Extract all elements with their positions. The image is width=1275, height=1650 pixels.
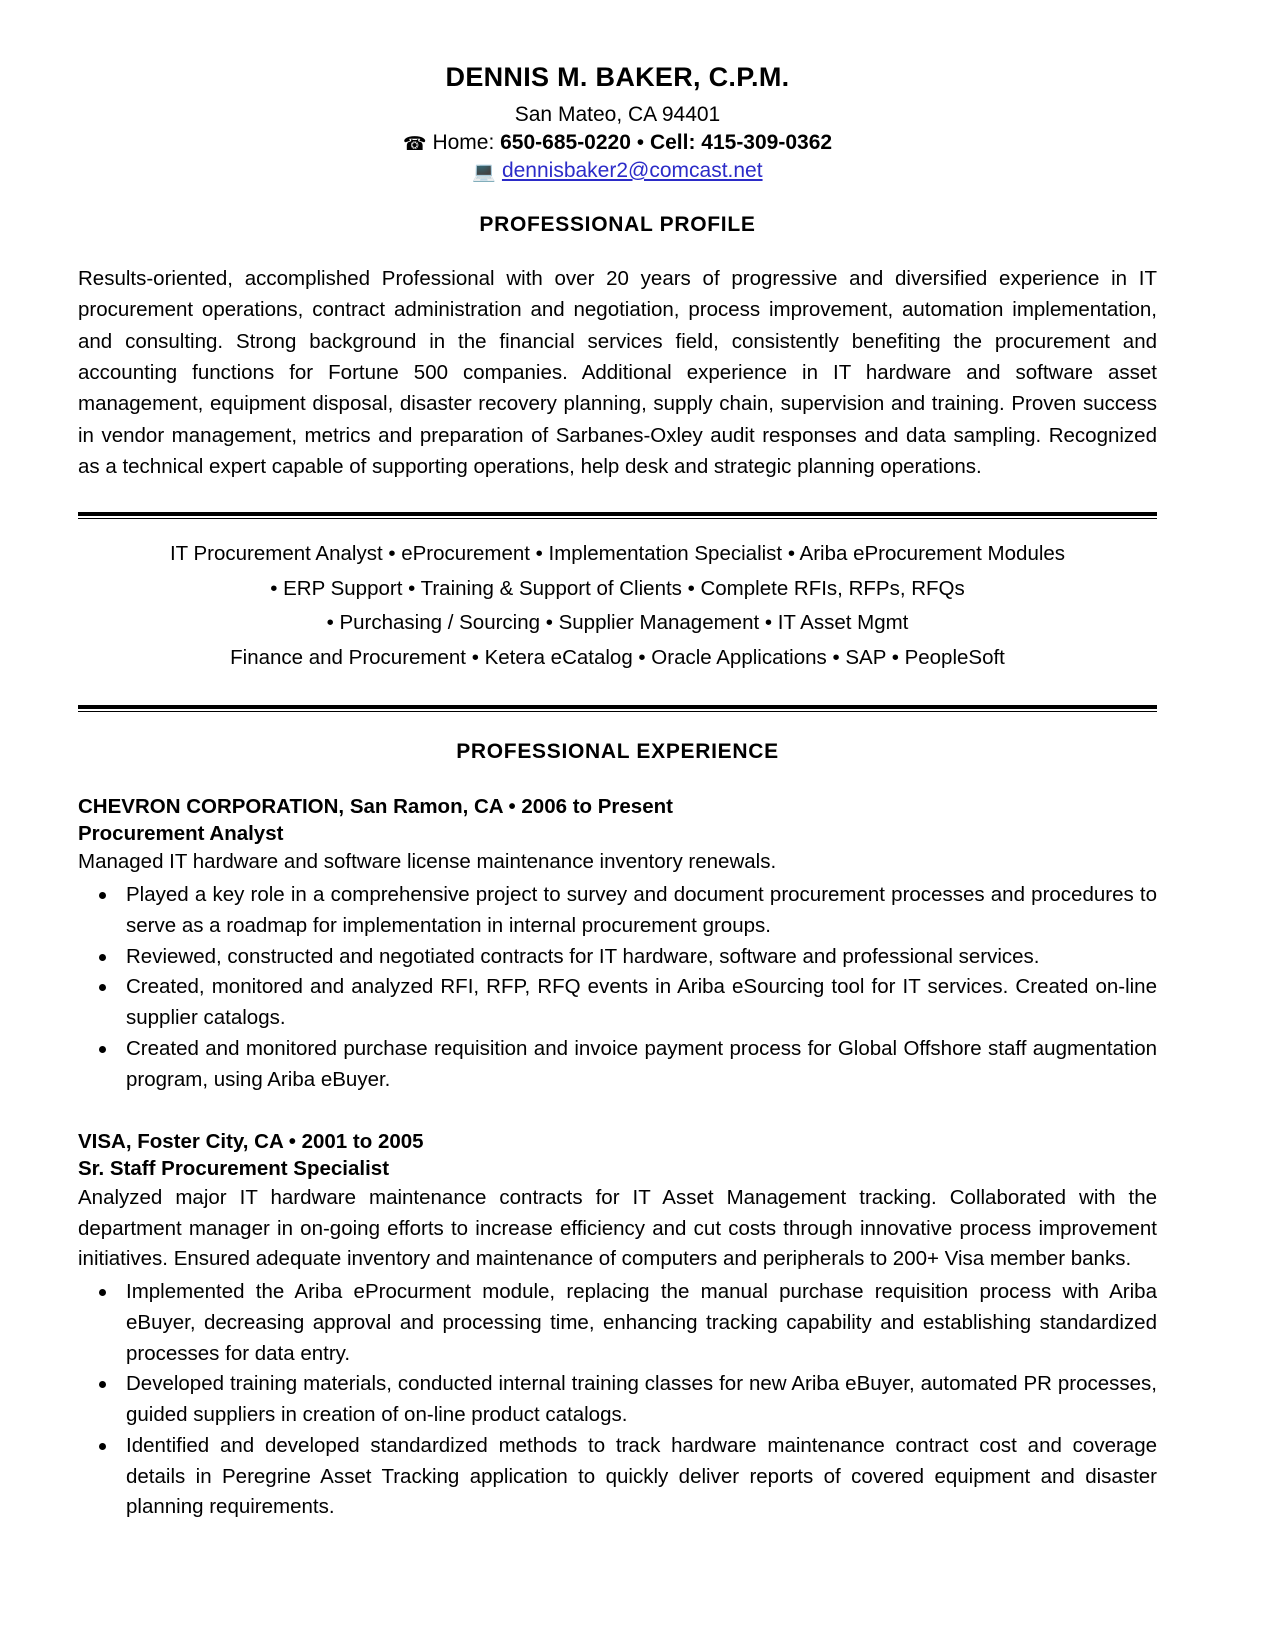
job-bullet: Implemented the Ariba eProcurment module, replacing the manual purchase requisition process with Ariba eBuyer, decreasing approval and processing time, enhancing tracking capability and establishing standardized processes for data entry. — [78, 1277, 1157, 1369]
home-phone-label: Home: — [432, 130, 501, 154]
skills-line: • ERP Support • Training & Support of Clients • Complete RFIs, RFPs, RFQs — [270, 576, 965, 600]
telephone-icon: ☎ — [402, 133, 427, 155]
job-bullet: Played a key role in a comprehensive project to survey and document procurement processes and procedures to serve as a roadmap for implementation in internal procurement groups. — [78, 880, 1157, 942]
skills-line: Finance and Procurement • Ketera eCatalog • Oracle Applications • SAP • PeopleSoft — [230, 645, 1005, 669]
phone-separator: • — [630, 130, 650, 154]
candidate-phones — [78, 129, 1157, 157]
candidate-location: San Mateo, CA 94401 — [514, 103, 721, 127]
job-bullet-list — [78, 1277, 1157, 1523]
job-title: Procurement Analyst — [78, 821, 284, 845]
cell-phone-label: Cell: — [649, 130, 702, 154]
core-competencies — [78, 537, 1157, 675]
job-bullet: Created, monitored and analyzed RFI, RFP, RFQ events in Ariba eSourcing tool for IT services. Created on-line supplier catalogs. — [78, 972, 1157, 1034]
divider-bottom — [78, 705, 1157, 712]
job-bullet-list — [78, 880, 1157, 1095]
professional-profile-heading: PROFESSIONAL PROFILE — [479, 212, 756, 236]
job-title: Sr. Staff Procurement Specialist — [78, 1157, 390, 1181]
cell-phone-number: 415-309-0362 — [701, 130, 833, 154]
resume-header — [78, 62, 1157, 185]
email-link[interactable]: dennisbaker2@comcast.net — [501, 158, 763, 182]
experience-entry — [78, 794, 1157, 1095]
home-phone-number: 650-685-0220 — [500, 130, 631, 154]
skills-line: IT Procurement Analyst • eProcurement • Implementation Specialist • Ariba eProcurement Modules — [169, 542, 1066, 566]
employer-heading: CHEVRON CORPORATION, San Ramon, CA • 2006 to Present — [78, 795, 673, 819]
divider-top — [78, 512, 1157, 519]
job-bullet: Identified and developed standardized methods to track hardware maintenance contract cost and coverage details in Peregrine Asset Tracking application to quickly deliver reports of covered equipment and disaster planning requirements. — [78, 1431, 1157, 1523]
employer-heading: VISA, Foster City, CA • 2001 to 2005 — [78, 1130, 424, 1154]
job-bullet: Created and monitored purchase requisition and invoice payment process for Global Offshore staff augmentation program, using Ariba eBuyer. — [78, 1034, 1157, 1096]
candidate-name: DENNIS M. BAKER, C.P.M. — [445, 62, 790, 92]
professional-profile-body: Results-oriented, accomplished Professional with over 20 years of progressive and diversified experience in IT procurement operations, contract administration and negotiation, process improvement, automation implementation, and consulting. Strong background in the financial services field, consistently benefiting the procurement and accounting functions for Fortune 500 companies. Additional experience in IT hardware and software asset management, equipment disposal, disaster recovery planning, supply chain, supervision and training. Proven success in vendor management, metrics and preparation of Sarbanes-Oxley audit responses and data sampling. Recognized as a technical expert capable of supporting operations, help desk and strategic planning operations. — [78, 266, 1157, 479]
job-summary: Managed IT hardware and software license maintenance inventory renewals. — [78, 850, 777, 874]
job-summary: Analyzed major IT hardware maintenance contracts for IT Asset Management tracking. Collaborated with the department manager in on-going efforts to increase efficiency and cut costs through innovative process improvement initiatives. Ensured adequate inventory and maintenance of computers and peripherals to 200+ Visa member banks. — [78, 1185, 1157, 1271]
candidate-email-line — [78, 157, 1157, 185]
skills-line: • Purchasing / Sourcing • Supplier Management • IT Asset Mgmt — [326, 611, 909, 635]
professional-experience-heading: PROFESSIONAL EXPERIENCE — [456, 740, 779, 764]
job-bullet: Reviewed, constructed and negotiated contracts for IT hardware, software and professional services. — [78, 942, 1157, 973]
computer-icon: 💻 — [472, 161, 497, 183]
experience-entry — [78, 1129, 1157, 1523]
job-bullet: Developed training materials, conducted internal training classes for new Ariba eBuyer, automated PR processes, guided suppliers in creation of on-line product catalogs. — [78, 1369, 1157, 1431]
